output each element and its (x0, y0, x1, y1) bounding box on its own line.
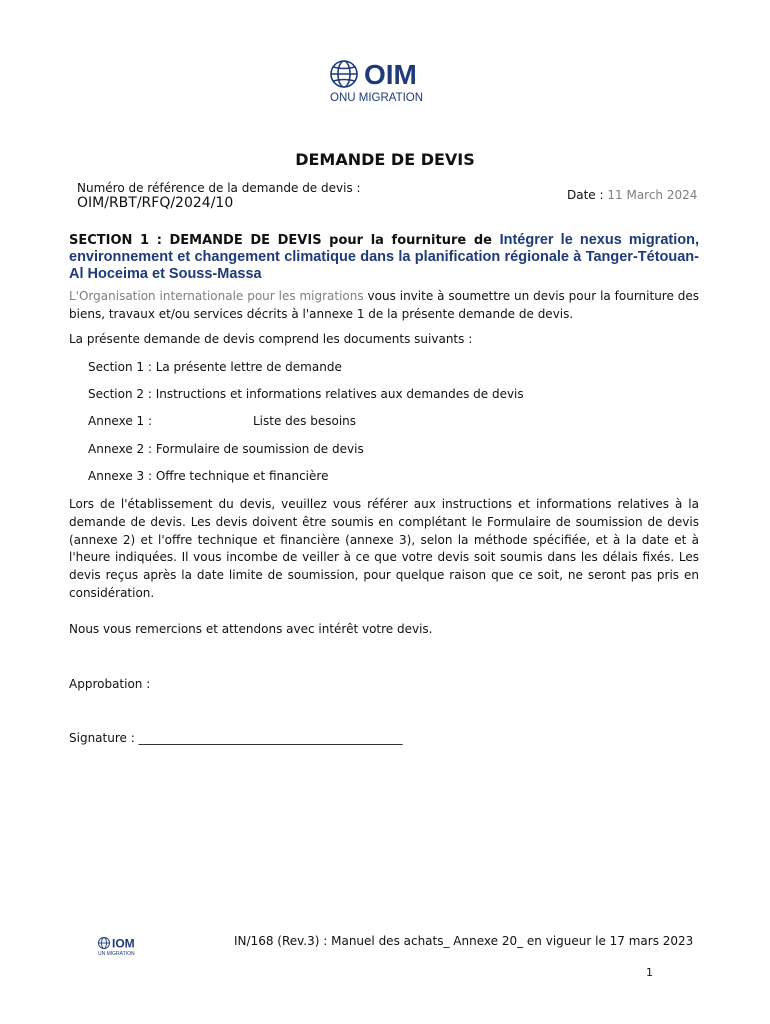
documents-intro: La présente demande de devis comprend les documents suivants : (69, 332, 473, 346)
document-item-annex2: Annexe 2 : Formulaire de soumission de devis (88, 442, 364, 456)
date-line (567, 188, 697, 202)
document-item-section2: Section 2 : Instructions et informations relatives aux demandes de devis (88, 387, 524, 401)
footer-logo-wordmark: IOM (112, 936, 135, 951)
document-item-annex3: Annexe 3 : Offre technique et financière (88, 469, 329, 483)
iom-footer-logo (97, 936, 145, 956)
section1-subject: Intégrer le nexus migration, environnement et changement climatique dans la planification régionale à Tanger-Tétouan-Al Hoceima et Souss-Massa (69, 232, 699, 282)
document-title: DEMANDE DE DEVIS (295, 150, 475, 169)
section1-prefix: SECTION 1 : DEMANDE DE DEVIS pour la fourniture de (69, 233, 492, 248)
date-label: Date : (567, 188, 604, 202)
intro-paragraph (69, 287, 699, 323)
intro-text: vous invite à soumettre un devis pour la fourniture des biens, travaux et/ou services décrits à l'annexe 1 de la présente demande de devis. (69, 289, 699, 321)
date-value: 11 March 2024 (607, 188, 698, 202)
globe-emblem-icon (99, 938, 110, 949)
signature-line: Signature : ____________________________________________ (69, 731, 403, 745)
thanks-line: Nous vous remercions et attendons avec intérêt votre devis. (69, 622, 433, 636)
footer-text: IN/168 (Rev.3) : Manuel des achats_ Annexe 20_ en vigueur le 17 mars 2023 (234, 934, 694, 948)
section1-heading (69, 232, 699, 283)
document-item-annex1-text: Liste des besoins (253, 414, 357, 428)
reference-label: Numéro de référence de la demande de devis : (77, 181, 361, 195)
oim-logo (326, 56, 446, 104)
logo-wordmark: OIM (364, 59, 417, 90)
globe-emblem-icon (331, 61, 357, 87)
document-item-annex1-label: Annexe 1 : (88, 414, 153, 428)
footer-logo-subtitle: UN MIGRATION (98, 951, 135, 956)
page-number: 1 (646, 966, 653, 979)
document-item-section1: Section 1 : La présente lettre de demande (88, 360, 342, 374)
instructions-paragraph: Lors de l'établissement du devis, veuillez vous référer aux instructions et informations relatives à la demande de devis. Les devis doivent être soumis en complétant le Formulaire de soumission de devis (annexe 2) et l'offre technique et financière (annexe 3), selon la méthode spécifiée, et à la date et à l'heure indiquées. Il vous incombe de veiller à ce que votre devis soit soumis dans les délais fixés. Les devis reçus après la date limite de soumission, pour quelque raison que ce soit, ne seront pas pris en considération. (69, 497, 699, 600)
approval-label: Approbation : (69, 677, 151, 691)
logo-subtitle: ONU MIGRATION (330, 92, 424, 104)
organization-name: L'Organisation internationale pour les migrations (69, 289, 364, 303)
reference-value: OIM/RBT/RFQ/2024/10 (77, 195, 234, 211)
